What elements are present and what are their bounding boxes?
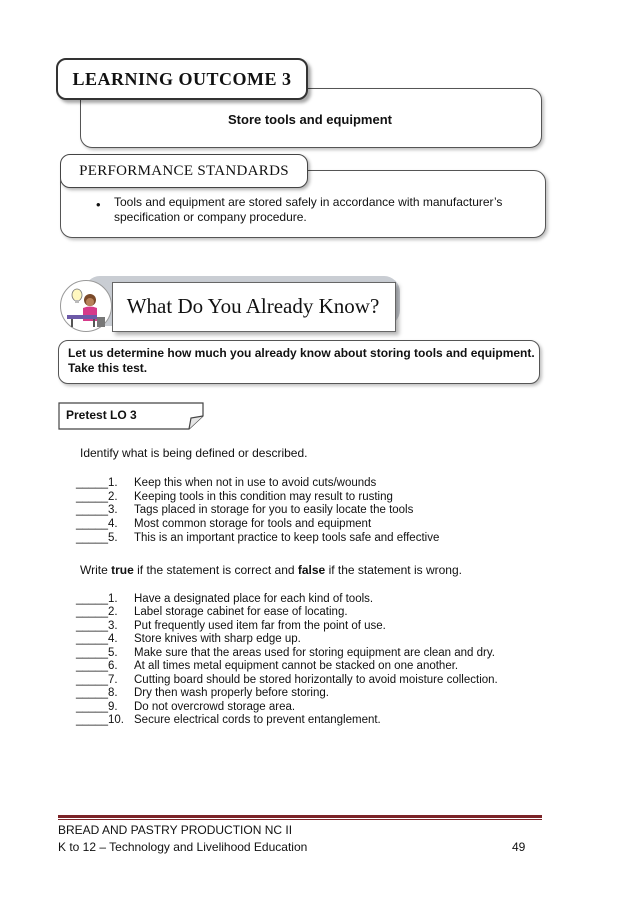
section-title: What Do You Already Know? [126, 294, 380, 318]
item-text: Keep this when not in use to avoid cuts/wounds [134, 477, 377, 489]
answer-blank[interactable]: _____5. [76, 532, 118, 544]
answer-blank[interactable]: _____2. [76, 491, 118, 503]
item-text: Keeping tools in this condition may result to rusting [134, 491, 393, 503]
bullet-icon: • [96, 197, 101, 212]
answer-blank[interactable]: _____4. [76, 633, 118, 645]
item-text: Have a designated place for each kind of tools. [134, 593, 374, 605]
footer-rule-thin [58, 819, 542, 820]
item-text: Make sure that the areas used for storing equipment are clean and dry. [134, 647, 495, 659]
footer-course: BREAD AND PASTRY PRODUCTION NC II [58, 823, 293, 837]
answer-blank[interactable]: _____9. [76, 701, 118, 713]
answer-blank[interactable]: _____5. [76, 647, 118, 659]
answer-blank[interactable]: _____3. [76, 620, 118, 632]
item-text: Cutting board should be stored horizontally to avoid moisture collection. [134, 674, 498, 686]
item-text: Most common storage for tools and equipment [134, 518, 372, 530]
item-text: Label storage cabinet for ease of locating. [134, 606, 348, 618]
item-text: Store knives with sharp edge up. [134, 633, 301, 645]
intro-text: Let us determine how much you already know about storing tools and equipment. Take this test. [68, 346, 535, 375]
item-text: This is an important practice to keep tools safe and effective [134, 532, 440, 544]
student-at-desk-icon [60, 280, 112, 332]
page-number: 49 [512, 840, 526, 854]
part1-instruction: Identify what is being defined or described. [80, 446, 308, 460]
performance-standards-text: Tools and equipment are stored safely in accordance with manufacturer’s specification or company procedure. [114, 195, 503, 224]
pretest-label: Pretest LO 3 [66, 408, 137, 422]
item-text: At all times metal equipment cannot be stacked on one another. [134, 660, 459, 672]
answer-blank[interactable]: _____8. [76, 687, 118, 699]
item-text: Secure electrical cords to prevent entanglement. [134, 714, 381, 726]
answer-blank[interactable]: _____6. [76, 660, 118, 672]
answer-blank[interactable]: _____1. [76, 477, 118, 489]
item-text: Do not overcrowd storage area. [134, 701, 296, 713]
performance-standards-title: PERFORMANCE STANDARDS [60, 154, 308, 188]
answer-blank[interactable]: _____3. [76, 504, 118, 516]
footer-rule [58, 815, 542, 818]
part2-instruction: Write true if the statement is correct and false if the statement is wrong. [80, 563, 462, 577]
answer-blank[interactable]: _____1. [76, 593, 118, 605]
learning-outcome-subtitle: Store tools and equipment [228, 112, 392, 127]
item-text: Tags placed in storage for you to easily locate the tools [134, 504, 414, 516]
item-text: Put frequently used item far from the point of use. [134, 620, 386, 632]
footer-program: K to 12 – Technology and Livelihood Education [58, 840, 308, 854]
answer-blank[interactable]: _____7. [76, 674, 118, 686]
answer-blank[interactable]: _____2. [76, 606, 118, 618]
learning-outcome-title: LEARNING OUTCOME 3 [56, 58, 308, 100]
answer-blank[interactable]: _____10. [76, 714, 124, 726]
item-text: Dry then wash properly before storing. [134, 687, 329, 699]
answer-blank[interactable]: _____4. [76, 518, 118, 530]
